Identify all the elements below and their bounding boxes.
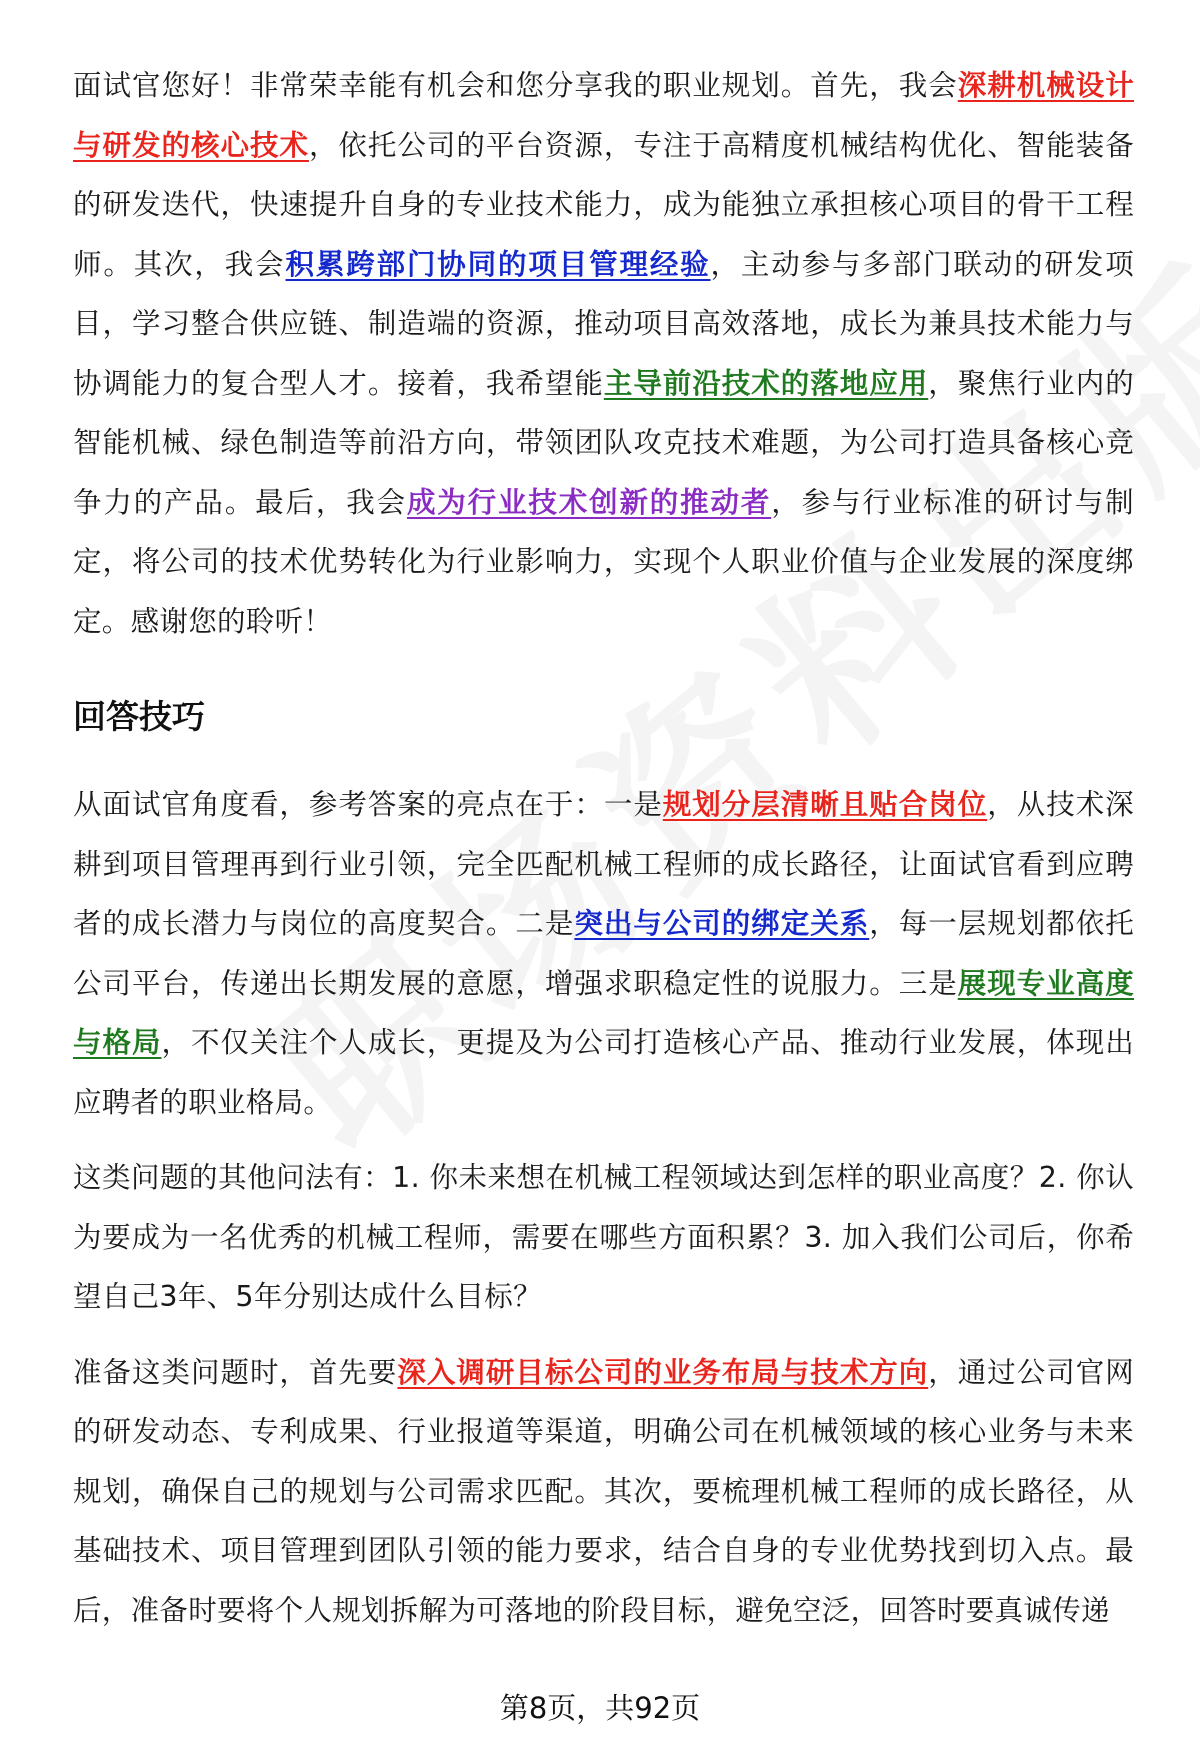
highlight-layered-plan: 规划分层清晰且贴合岗位 bbox=[662, 788, 988, 821]
answer-paragraph bbox=[73, 56, 1134, 651]
text-run: ，从技术深耕到项目管理再到行业引领，完全匹配机械工程师的成长路径，让面试官看到应聘者的成长潜力与岗位的高度契合。二是 bbox=[73, 788, 1134, 940]
page-number: 第8页，共92页 bbox=[499, 1691, 701, 1725]
highlight-innovation: 成为行业技术创新的推动者 bbox=[406, 485, 772, 519]
highlight-professional-height: 展现专业高度与格局 bbox=[73, 966, 1134, 1059]
text-run: ，主动参与多部门联动的研发项目，学习整合供应链、制造端的资源，推动项目高效落地，成长为兼具技术能力与协调能力的复合型人才。接着，我希望能 bbox=[73, 247, 1135, 400]
highlight-project-mgmt: 积累跨部门协同的项目管理经验 bbox=[285, 247, 711, 281]
text-run: 准备这类问题时，首先要 bbox=[73, 1355, 398, 1389]
text-run: ，聚焦行业内的智能机械、绿色制造等前沿方向，带领团队攻克技术难题，为公司打造具备核心竞争力的产品。最后，我会 bbox=[73, 366, 1134, 519]
text-run: ，参与行业标准的研讨与制定，将公司的技术优势转化为行业影响力，实现个人职业价值与企业发展的深度绑定。感谢您的聆听！ bbox=[73, 485, 1134, 638]
text-run: ，每一层规划都依托公司平台，传递出长期发展的意愿，增强求职稳定性的说服力。三是 bbox=[73, 907, 1134, 1000]
highlight-company-bond: 突出与公司的绑定关系 bbox=[574, 907, 870, 940]
text-run: 从面试官角度看，参考答案的亮点在于：一是 bbox=[73, 788, 663, 821]
highlight-research: 深入调研目标公司的业务布局与技术方向 bbox=[397, 1355, 929, 1389]
preparation-paragraph bbox=[73, 1343, 1134, 1641]
section-heading: 回答技巧 bbox=[73, 697, 205, 736]
alt-questions-paragraph: 这类问题的其他问法有：1. 你未来想在机械工程领域达到怎样的职业高度？2. 你认为要成为一名优秀的机械工程师，需要在哪些方面积累？3. 加入我们公司后，你希望自己3年、5年分别达成什么目标？ bbox=[73, 1161, 1134, 1313]
text-run: ，不仅关注个人成长，更提及为公司打造核心产品、推动行业发展，体现出应聘者的职业格局。 bbox=[73, 1026, 1135, 1119]
text-run: ，通过公司官网的研发动态、专利成果、行业报道等渠道，明确公司在机械领域的核心业务与未来规划，确保自己的规划与公司需求匹配。其次，要梳理机械工程师的成长路径，从基础技术、项目管理到团队引领的能力要求，结合自身的专业优势找到切入点。最后，准备时要将个人规划拆解为可落地的阶段目标，避免空泛，回答时要真诚传递 bbox=[73, 1355, 1134, 1627]
text-run: ，依托公司的平台资源，专注于高精度机械结构优化、智能装备的研发迭代，快速提升自身的专业技术能力，成为能独立承担核心项目的骨干工程师。其次，我会 bbox=[73, 128, 1134, 281]
text-run: 面试官您好！非常荣幸能有机会和您分享我的职业规划。首先，我会 bbox=[73, 69, 958, 102]
highlight-core-tech: 深耕机械设计与研发的核心技术 bbox=[73, 69, 1134, 162]
tips-paragraph bbox=[73, 775, 1134, 1132]
highlight-frontier-tech: 主导前沿技术的落地应用 bbox=[603, 366, 929, 400]
